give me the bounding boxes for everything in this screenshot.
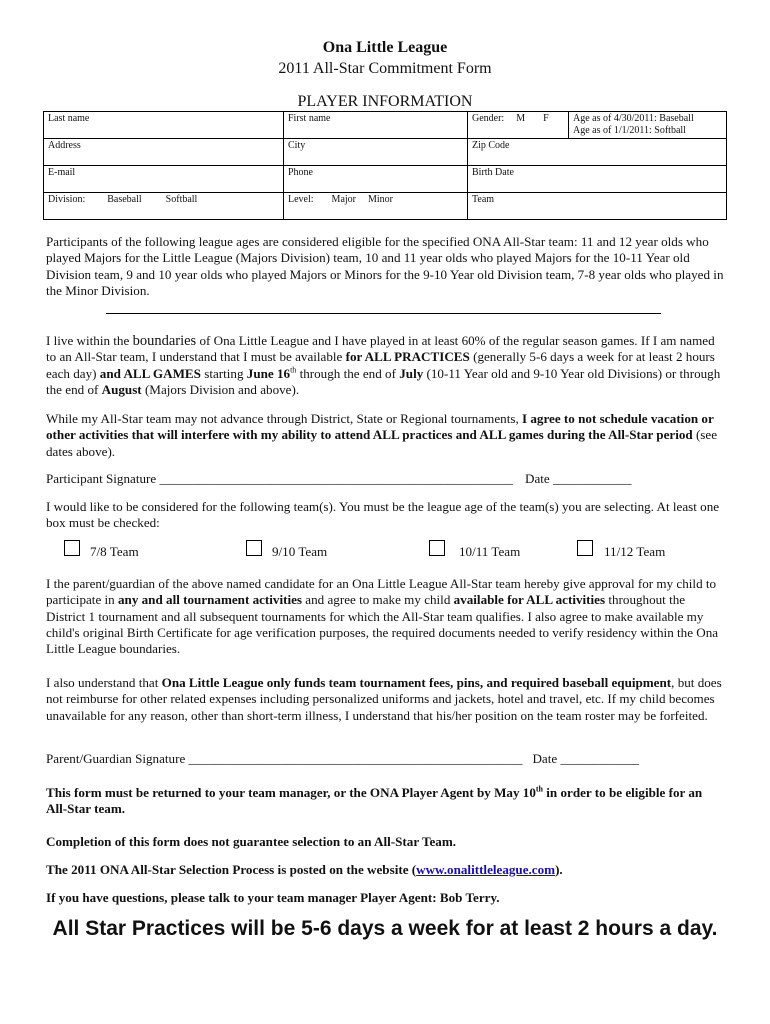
parent-signature-row: Parent/Guardian Signature ___________________________________________________ Date ____________ [46,751,639,766]
website-link[interactable]: www.onalittleleague.com [416,862,556,877]
player-info-table [43,111,727,220]
address-field[interactable]: Address [44,139,284,166]
gender-field[interactable]: Gender: M F [468,112,569,139]
level-field[interactable]: Level: Major Minor [284,193,468,220]
level-minor-option[interactable]: Minor [368,194,393,205]
participant-signature-line[interactable]: ______________________________________________________ [159,471,513,486]
team-9-10-label: 9/10 Team [272,544,328,559]
practice-banner: All Star Practices will be 5-6 days a week for at least 2 hours a day. [52,917,718,940]
team-7-8-checkbox[interactable] [64,540,80,556]
first-name-field[interactable]: First name [284,112,468,139]
team-11-12-label: 11/12 Team [604,544,666,559]
email-field[interactable]: E-mail [44,166,284,193]
participant-date-line[interactable]: ____________ [553,471,632,486]
eligibility-paragraph: Participants of the following league ages are considered eligible for the specified ONA All-Star team: 11 and 12 year olds who played Majors for the Little League (Majors Division) team, 10 and 11 year olds who played Majors for the 10-11 Year old Division team, 9 and 10 year olds who played Majors or Minors for the 9-10 Year old Division team, 7-8 year olds who played in the Minor Division. [46,234,724,298]
return-notice: This form must be returned to your team manager, or the ONA Player Agent by May 10th in order to be eligible for an All-Star team. [46,784,703,817]
team-field[interactable]: Team [468,193,727,220]
advance-paragraph: While my All-Star team may not advance through District, State or Regional tournaments, I agree to not schedule vacation or other activities that will interfere with my ability to attend ALL practices and ALL games during the All-Star period (see dates above). [46,411,718,459]
division-softball-option[interactable]: Softball [165,194,198,205]
section-heading: PLAYER INFORMATION [297,93,473,110]
parent-date-line[interactable]: ____________ [560,751,639,766]
division-field[interactable]: Division: Baseball Softball [44,193,284,220]
team-10-11-label: 10/11 Team [459,544,521,559]
teams-intro: I would like to be considered for the following team(s). You must be the league age of the team(s) you are selecting. At least one box must be checked: [46,499,720,531]
phone-field[interactable]: Phone [284,166,468,193]
parent-signature-line[interactable]: ___________________________________________________ [188,751,523,766]
participant-signature-row: Participant Signature ______________________________________________________ Date ____________ [46,471,632,486]
team-11-12-checkbox[interactable] [577,540,593,556]
gender-m-option[interactable]: M [516,113,526,124]
form-subtitle: 2011 All-Star Commitment Form [278,60,492,77]
birth-date-field[interactable]: Birth Date [468,166,727,193]
form-title: Ona Little League [322,39,448,56]
commitment-paragraph: I live within the boundaries of Ona Little League and I have played in at least 60% of the regular season games. If I am named to an All-Star team, I understand that I must be available for ALL PRACTICES (generally 5-6 days a week for at least 2 hours each day) and ALL GAMES starting June 16th through the end of July (10-11 Year old and 9-10 Year old Divisions) or through the end of August (Majors Division and above). [46,333,721,397]
division-baseball-option[interactable]: Baseball [107,194,142,205]
team-9-10-checkbox[interactable] [246,540,262,556]
questions-notice: If you have questions, please talk to your team manager Player Agent: Bob Terry. [46,890,500,905]
funds-paragraph: I also understand that Ona Little League only funds team tournament fees, pins, and required baseball equipment, but does not reimburse for other related expenses including personalized uniforms and jackets, hotel and travel, etc. If my child becomes unavailable for any reason, other than short-term illness, I understand that his/her position on the team roster may be forfeited. [46,675,722,723]
zip-field[interactable]: Zip Code [468,139,727,166]
team-7-8-label: 7/8 Team [90,544,139,559]
city-field[interactable]: City [284,139,468,166]
divider [106,313,661,314]
parent-approval-paragraph: I the parent/guardian of the above named candidate for an Ona Little League All-Star team hereby give approval for my child to participate in any and all tournament activities and agree to make my child available for ALL activities throughout the District 1 tournament and all subsequent tournaments for which the All-Star team qualifies. I also agree to make available my child's original Birth Certificate for age verification purposes, the required documents needed to verify residency within the Ona Little League boundaries. [46,576,719,657]
team-10-11-checkbox[interactable] [429,540,445,556]
age-field[interactable]: Age as of 4/30/2011: Baseball Age as of 1/1/2011: Softball [569,112,727,139]
last-name-field[interactable]: Last name [44,112,284,139]
website-notice: The 2011 ONA All-Star Selection Process is posted on the website (www.onalittleleague.com). [46,862,563,877]
gender-f-option[interactable]: F [543,113,549,124]
completion-notice: Completion of this form does not guarantee selection to an All-Star Team. [46,834,457,849]
level-major-option[interactable]: Major [331,194,356,205]
